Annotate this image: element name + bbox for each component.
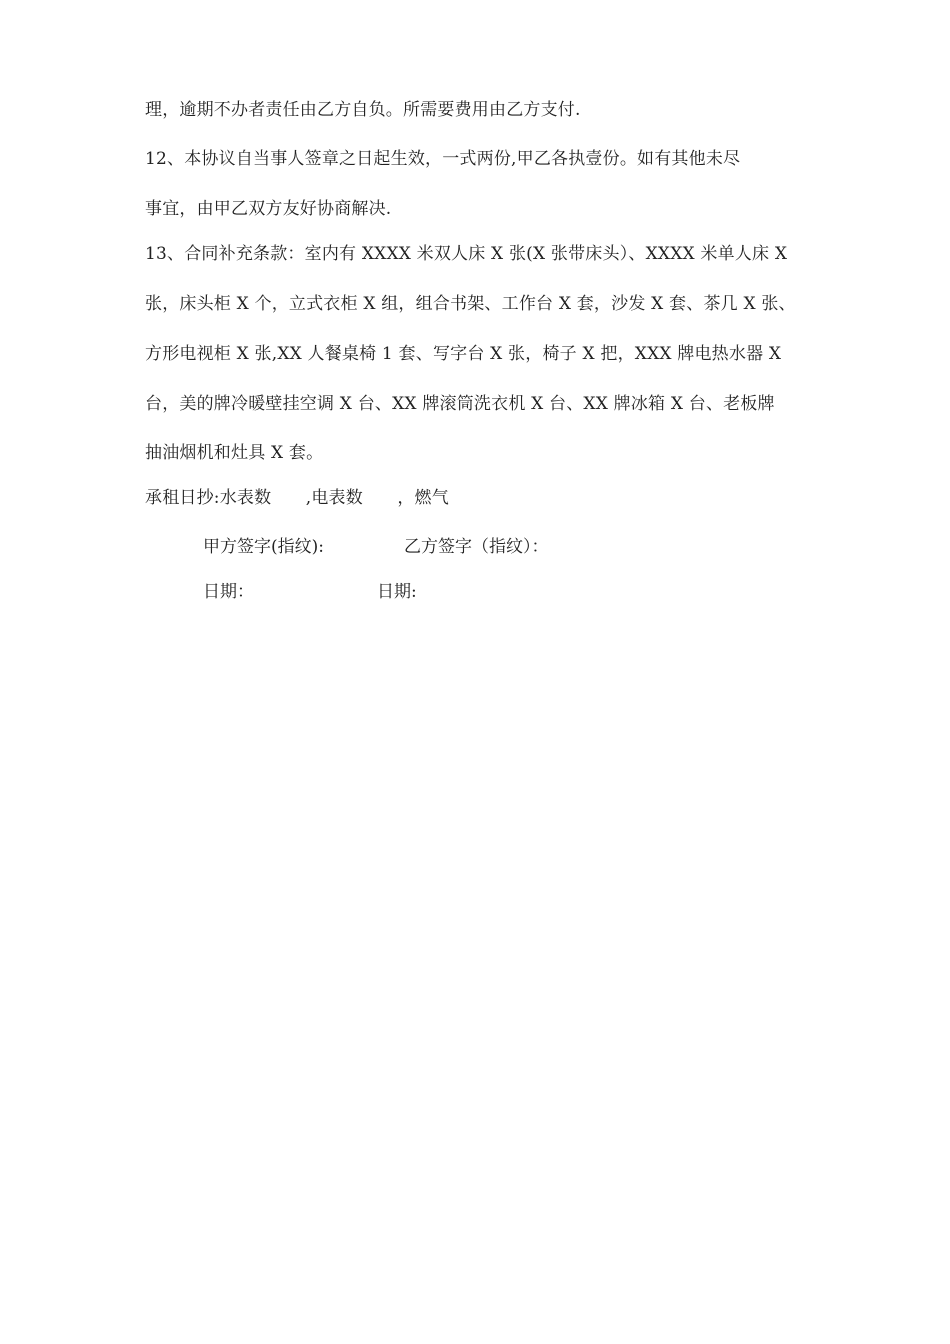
clause-12-line-2: 事宜，由甲乙双方友好协商解决. <box>145 199 392 219</box>
clause-12-line-1: 12、本协议自当事人签章之日起生效，一式两份,甲乙各执壹份。如有其他未尽 <box>145 149 741 169</box>
party-a-signature-label: 甲方签字(指纹): <box>203 537 324 557</box>
party-b-signature-label: 乙方签字（指纹）： <box>404 537 549 557</box>
party-b-date-label: 日期: <box>377 582 417 602</box>
clause-13-line-3: 方形电视柜 X 张,XX 人餐桌椅 1 套、写字台 X 张，椅子 X 把，XXX 牌电热水器 X <box>145 344 782 364</box>
meter-readings-line: 承租日抄:水表数 ,电表数 ，燃气 <box>145 488 449 508</box>
clause-13-line-4: 台，美的牌冷暖壁挂空调 X 台、XX 牌滚筒洗衣机 X 台、XX 牌冰箱 X 台、老板牌 <box>145 394 775 414</box>
party-a-date-label: 日期： <box>203 582 254 602</box>
clause-13-line-1: 13、合同补充条款：室内有 XXXX 米双人床 X 张(X 张带床头）、XXXX 米单人床 X <box>145 244 788 264</box>
clause-13-line-5: 抽油烟机和灶具 X 套。 <box>145 443 324 463</box>
clause-11-continuation: 理，逾期不办者责任由乙方自负。所需要费用由乙方支付. <box>145 100 581 120</box>
clause-13-line-2: 张，床头柜 X 个，立式衣柜 X 组，组合书架、工作台 X 套，沙发 X 套、茶几 X 张、 <box>145 294 796 314</box>
